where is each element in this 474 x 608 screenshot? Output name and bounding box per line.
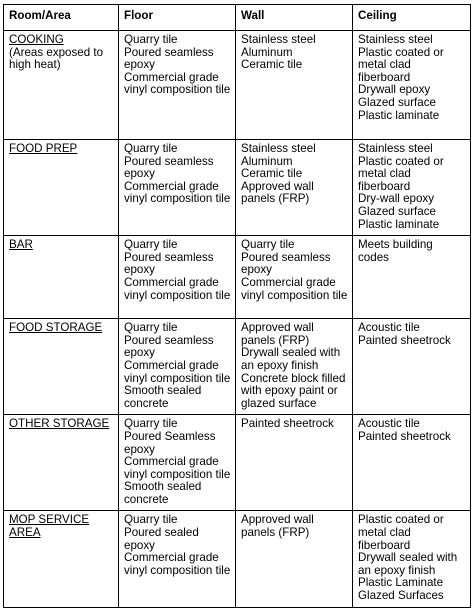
wall-item: Stainless steel [241, 33, 316, 46]
wall-cell [236, 31, 353, 140]
wall-item: Approved wall panels (FRP) [241, 321, 314, 347]
wall-item: Approved wall panels (FRP) [241, 513, 314, 540]
wall-cell [236, 140, 353, 236]
room-cell [4, 319, 119, 415]
wall-item: Concrete block filled with epoxy paint or glazed surface [241, 371, 346, 410]
floor-cell [119, 319, 236, 415]
header-row [4, 5, 471, 31]
wall-cell [236, 236, 353, 319]
floor-item: Commercial grade vinyl composition tile [124, 551, 231, 577]
floor-item: Commercial grade vinyl composition tile [124, 358, 231, 385]
ceiling-item: Acoustic tile [358, 321, 420, 335]
room-cell [4, 511, 119, 607]
ceiling-item: Drywall epoxy [358, 83, 431, 97]
wall-cell [236, 319, 353, 415]
room-name: FOOD STORAGE [9, 321, 103, 335]
ceiling-item: Meets building codes [358, 238, 433, 264]
ceiling-cell [353, 415, 471, 511]
floor-item: Quarry tile [124, 238, 178, 252]
floor-item: Quarry tile [124, 142, 178, 155]
finish-materials-table [3, 4, 471, 608]
wall-item: Poured seamless epoxy [241, 250, 331, 277]
ceiling-item: Plastic laminate [358, 217, 440, 231]
wall-item: Aluminum [241, 45, 293, 59]
floor-item: Smooth sealed concrete [124, 480, 202, 506]
room-note: (Areas exposed to high heat) [9, 45, 104, 72]
room-name: MOP SERVICE AREA [9, 513, 90, 540]
ceiling-item: Plastic coated or metal clad fiberboard [358, 45, 444, 84]
floor-item: Poured Seamless epoxy [124, 429, 216, 456]
floor-cell [119, 140, 236, 236]
floor-item: Commercial grade vinyl composition tile [124, 455, 231, 481]
room-name: BAR [9, 238, 33, 252]
floor-cell [119, 31, 236, 140]
ceiling-cell [353, 319, 471, 415]
wall-item: Ceramic tile [241, 58, 303, 72]
wall-item: Approved wall panels (FRP) [241, 179, 314, 206]
ceiling-item: Glazed surface [358, 204, 436, 218]
floor-item: Quarry tile [124, 417, 178, 431]
floor-item: Poured seamless epoxy [124, 250, 214, 277]
ceiling-item: Drywall sealed with an epoxy finish [358, 551, 458, 577]
floor-item: Commercial grade vinyl composition tile [124, 179, 231, 206]
floor-item: Smooth sealed concrete [124, 384, 202, 410]
room-name: COOKING [9, 33, 64, 46]
floor-cell [119, 415, 236, 511]
ceiling-item: Plastic laminate [358, 108, 440, 122]
table-row [4, 140, 471, 236]
wall-item: Drywall sealed with an epoxy finish [241, 346, 341, 372]
table-row [4, 415, 471, 511]
room-cell [4, 31, 119, 140]
wall-item: Commercial grade vinyl composition tile [241, 275, 348, 302]
header-room-area: Room/Area [4, 5, 119, 31]
ceiling-item: Plastic coated or metal clad fiberboard [358, 513, 444, 552]
wall-item: Painted sheetrock [241, 417, 334, 431]
header-floor: Floor [119, 5, 236, 31]
floor-cell [119, 236, 236, 319]
floor-item: Commercial grade vinyl composition tile [124, 275, 231, 302]
wall-item: Ceramic tile [241, 167, 303, 181]
table-row [4, 319, 471, 415]
table-row [4, 511, 471, 607]
floor-item: Poured sealed epoxy [124, 526, 199, 552]
room-cell [4, 415, 119, 511]
floor-item: Commercial grade vinyl composition tile [124, 70, 231, 97]
ceiling-item: Stainless steel [358, 142, 433, 155]
ceiling-cell [353, 236, 471, 319]
floor-item: Poured seamless epoxy [124, 333, 214, 360]
floor-item: Quarry tile [124, 33, 178, 46]
floor-item: Poured seamless epoxy [124, 45, 214, 72]
ceiling-item: Glazed surface [358, 95, 436, 109]
room-cell [4, 140, 119, 236]
table-row [4, 31, 471, 140]
header-ceiling: Ceiling [353, 5, 471, 31]
ceiling-item: Acoustic tile [358, 417, 420, 431]
floor-item: Quarry tile [124, 321, 178, 335]
ceiling-item: Painted sheetrock [358, 333, 451, 347]
ceiling-cell [353, 140, 471, 236]
wall-cell [236, 415, 353, 511]
wall-cell [236, 511, 353, 607]
wall-item: Quarry tile [241, 238, 295, 252]
floor-item: Quarry tile [124, 513, 178, 527]
table-row [4, 236, 471, 319]
ceiling-item: Stainless steel [358, 33, 433, 46]
room-cell [4, 236, 119, 319]
ceiling-cell [353, 511, 471, 607]
wall-item: Stainless steel [241, 142, 316, 155]
ceiling-item: Painted sheetrock [358, 429, 451, 443]
ceiling-item: Dry-wall epoxy [358, 192, 435, 206]
header-wall: Wall [236, 5, 353, 31]
floor-cell [119, 511, 236, 607]
ceiling-item: Glazed Surfaces [358, 589, 444, 603]
room-name: FOOD PREP [9, 142, 78, 155]
room-name: OTHER STORAGE [9, 417, 110, 431]
wall-item: Aluminum [241, 154, 293, 168]
floor-item: Poured seamless epoxy [124, 154, 214, 181]
ceiling-cell [353, 31, 471, 140]
ceiling-item: Plastic coated or metal clad fiberboard [358, 154, 444, 193]
ceiling-item: Plastic Laminate [358, 576, 444, 590]
